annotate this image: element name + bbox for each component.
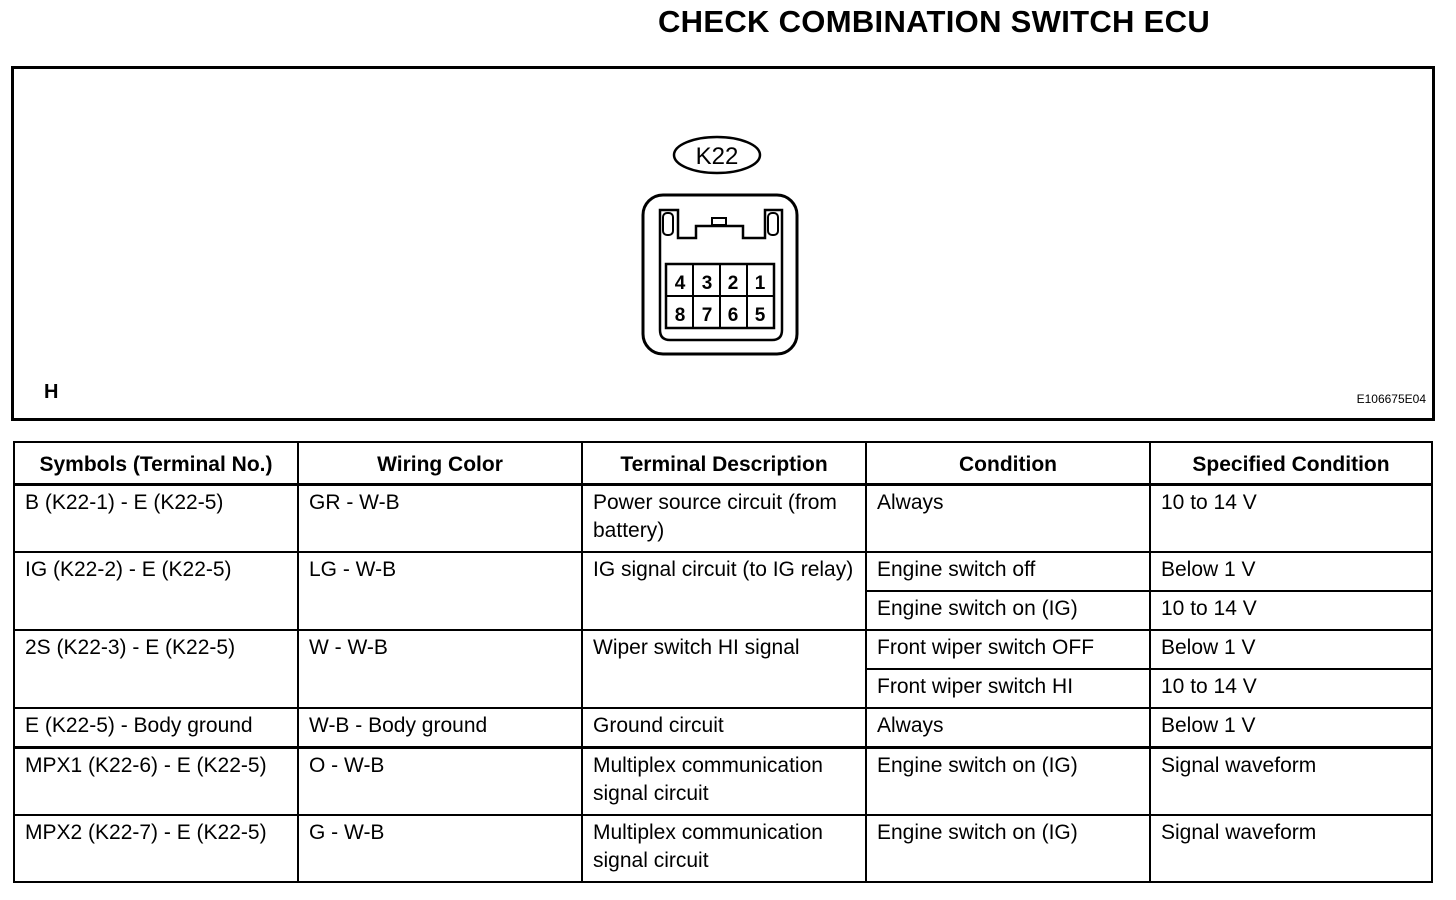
description-cell: IG signal circuit (to IG relay) [582, 552, 866, 630]
spec-cell: Signal waveform [1150, 748, 1432, 816]
connector-diagram [0, 0, 1456, 430]
figure-code: E106675E04 [1356, 392, 1426, 406]
condition-cell: Engine switch off [866, 552, 1150, 591]
column-header: Specified Condition [1150, 442, 1432, 485]
symbol-cell: 2S (K22-3) - E (K22-5) [14, 630, 298, 708]
connector-key [712, 218, 726, 225]
table-row [14, 815, 1432, 882]
pin-number: 3 [701, 273, 713, 294]
spec-cell: 10 to 14 V [1150, 485, 1432, 553]
spec-cell: 10 to 14 V [1150, 591, 1432, 630]
description-cell: Wiper switch HI signal [582, 630, 866, 708]
column-header: Condition [866, 442, 1150, 485]
condition-cell: Front wiper switch HI [866, 669, 1150, 708]
wiring-cell: G - W-B [298, 815, 582, 882]
table-header-row [14, 442, 1432, 485]
spec-cell: Below 1 V [1150, 630, 1432, 669]
symbol-cell: E (K22-5) - Body ground [14, 708, 298, 748]
condition-cell: Engine switch on (IG) [866, 815, 1150, 882]
wiring-cell: O - W-B [298, 748, 582, 816]
wiring-cell: LG - W-B [298, 552, 582, 630]
description-cell: Ground circuit [582, 708, 866, 748]
symbol-cell: B (K22-1) - E (K22-5) [14, 485, 298, 553]
spec-cell: Below 1 V [1150, 708, 1432, 748]
wiring-cell: W-B - Body ground [298, 708, 582, 748]
condition-cell: Engine switch on (IG) [866, 748, 1150, 816]
table-row [14, 708, 1432, 748]
symbol-cell: MPX1 (K22-6) - E (K22-5) [14, 748, 298, 816]
spec-cell: Below 1 V [1150, 552, 1432, 591]
pin-number: 4 [674, 273, 686, 294]
pin-number: 8 [674, 305, 686, 326]
table-row [14, 748, 1432, 816]
pin-number: 6 [727, 305, 739, 326]
spec-cell: 10 to 14 V [1150, 669, 1432, 708]
condition-cell: Always [866, 708, 1150, 748]
pin-number: 7 [701, 305, 713, 326]
description-cell: Multiplex communication signal circuit [582, 815, 866, 882]
column-header: Symbols (Terminal No.) [14, 442, 298, 485]
description-cell: Power source circuit (from battery) [582, 485, 866, 553]
figure-corner-letter: H [44, 381, 59, 403]
connector-label: K22 [695, 143, 739, 170]
symbol-cell: MPX2 (K22-7) - E (K22-5) [14, 815, 298, 882]
column-header: Terminal Description [582, 442, 866, 485]
pin-number: 2 [727, 273, 739, 294]
pin-number: 1 [754, 273, 766, 294]
table-row [14, 552, 1432, 591]
table-row [14, 485, 1432, 553]
description-cell: Multiplex communication signal circuit [582, 748, 866, 816]
column-header: Wiring Color [298, 442, 582, 485]
page-title: CHECK COMBINATION SWITCH ECU [657, 4, 1211, 39]
pin-number: 5 [754, 305, 766, 326]
terminal-spec-table [13, 441, 1433, 883]
condition-cell: Front wiper switch OFF [866, 630, 1150, 669]
condition-cell: Engine switch on (IG) [866, 591, 1150, 630]
connector-latch-left [663, 213, 673, 235]
spec-cell: Signal waveform [1150, 815, 1432, 882]
wiring-cell: GR - W-B [298, 485, 582, 553]
table-row [14, 630, 1432, 669]
wiring-cell: W - W-B [298, 630, 582, 708]
condition-cell: Always [866, 485, 1150, 553]
connector-latch-right [768, 213, 778, 235]
symbol-cell: IG (K22-2) - E (K22-5) [14, 552, 298, 630]
